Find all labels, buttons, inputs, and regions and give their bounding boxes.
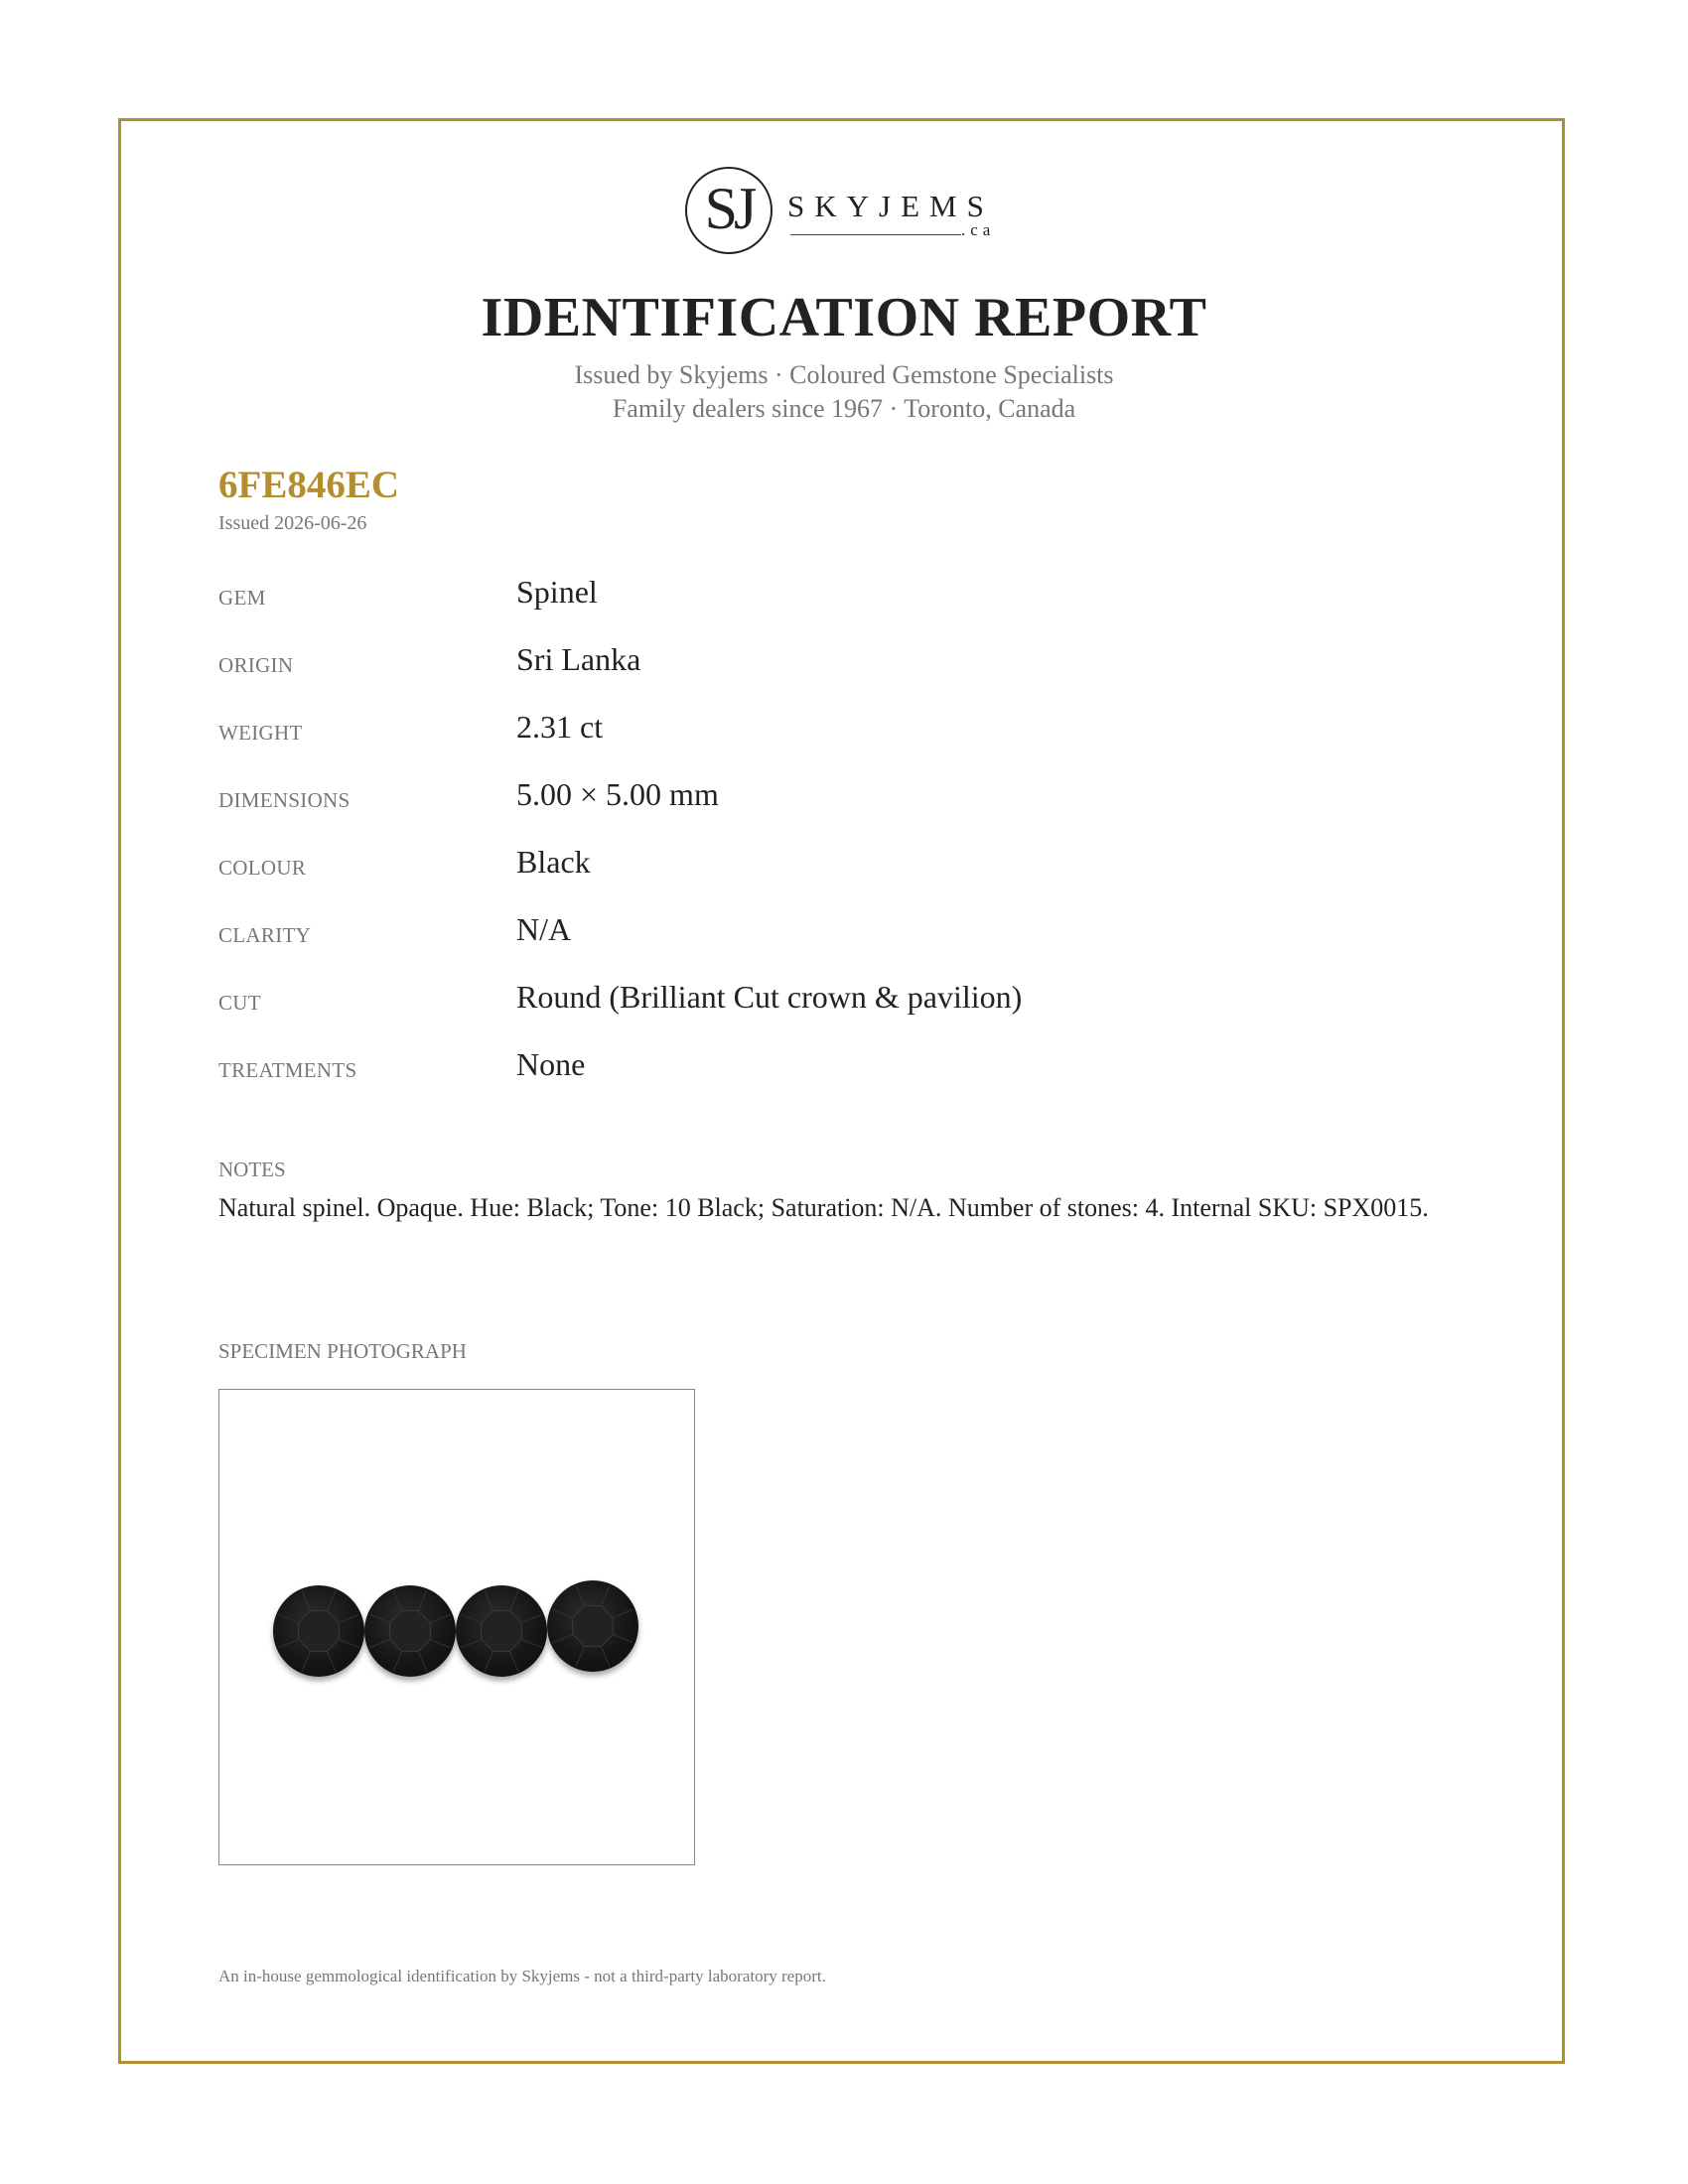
- detail-value-origin: Sri Lanka: [516, 641, 641, 677]
- detail-label-weight: WEIGHT: [218, 721, 303, 745]
- detail-value-weight: 2.31 ct: [516, 709, 604, 745]
- logo-wordmark: SKYJEMS: [787, 189, 994, 223]
- facet-lines: [364, 1585, 456, 1677]
- detail-value-treatments: None: [516, 1046, 586, 1082]
- detail-value-clarity: N/A: [516, 911, 572, 947]
- gemstone-2: [364, 1585, 456, 1677]
- logo-rule: [790, 234, 961, 235]
- subtitle-line-1: Issued by Skyjems · Coloured Gemstone Specialists: [574, 360, 1114, 389]
- detail-value-dimensions: 5.00 × 5.00 mm: [516, 776, 719, 812]
- gemstone-4: [547, 1580, 638, 1672]
- facet-lines: [273, 1585, 364, 1677]
- detail-value-colour: Black: [516, 844, 591, 880]
- issued-date: Issued 2026-06-26: [218, 512, 367, 534]
- gemstone-1: [273, 1585, 364, 1677]
- skyjems-logo: [685, 165, 1003, 264]
- specimen-photo-label: SPECIMEN PHOTOGRAPH: [218, 1339, 467, 1363]
- detail-value-gem: Spinel: [516, 574, 598, 610]
- logo-monogram: SJ: [704, 176, 754, 241]
- subtitle-line-2: Family dealers since 1967 · Toronto, Canada: [612, 394, 1076, 423]
- detail-label-colour: COLOUR: [218, 856, 307, 880]
- detail-label-origin: ORIGIN: [218, 653, 294, 677]
- facet-lines: [547, 1580, 638, 1672]
- notes-text: Natural spinel. Opaque. Hue: Black; Tone: 10 Black; Saturation: N/A. Number of stones: 4. Internal SKU: SPX0015.: [218, 1193, 1429, 1222]
- detail-label-dimensions: DIMENSIONS: [218, 788, 351, 812]
- specimen-photograph: [218, 1389, 695, 1865]
- footer-disclaimer: An in-house gemmological identification by Skyjems - not a third-party laboratory report.: [218, 1967, 826, 1985]
- facet-lines: [456, 1585, 547, 1677]
- detail-label-gem: GEM: [218, 586, 266, 610]
- report-title: IDENTIFICATION REPORT: [481, 287, 1207, 348]
- notes-label: NOTES: [218, 1158, 286, 1181]
- report-id: 6FE846EC: [218, 464, 400, 506]
- logo-domain-suffix: .ca: [961, 220, 996, 239]
- detail-label-treatments: TREATMENTS: [218, 1058, 357, 1082]
- detail-value-cut: Round (Brilliant Cut crown & pavilion): [516, 979, 1023, 1015]
- detail-label-cut: CUT: [218, 991, 261, 1015]
- detail-label-clarity: CLARITY: [218, 923, 312, 947]
- gemstone-3: [456, 1585, 547, 1677]
